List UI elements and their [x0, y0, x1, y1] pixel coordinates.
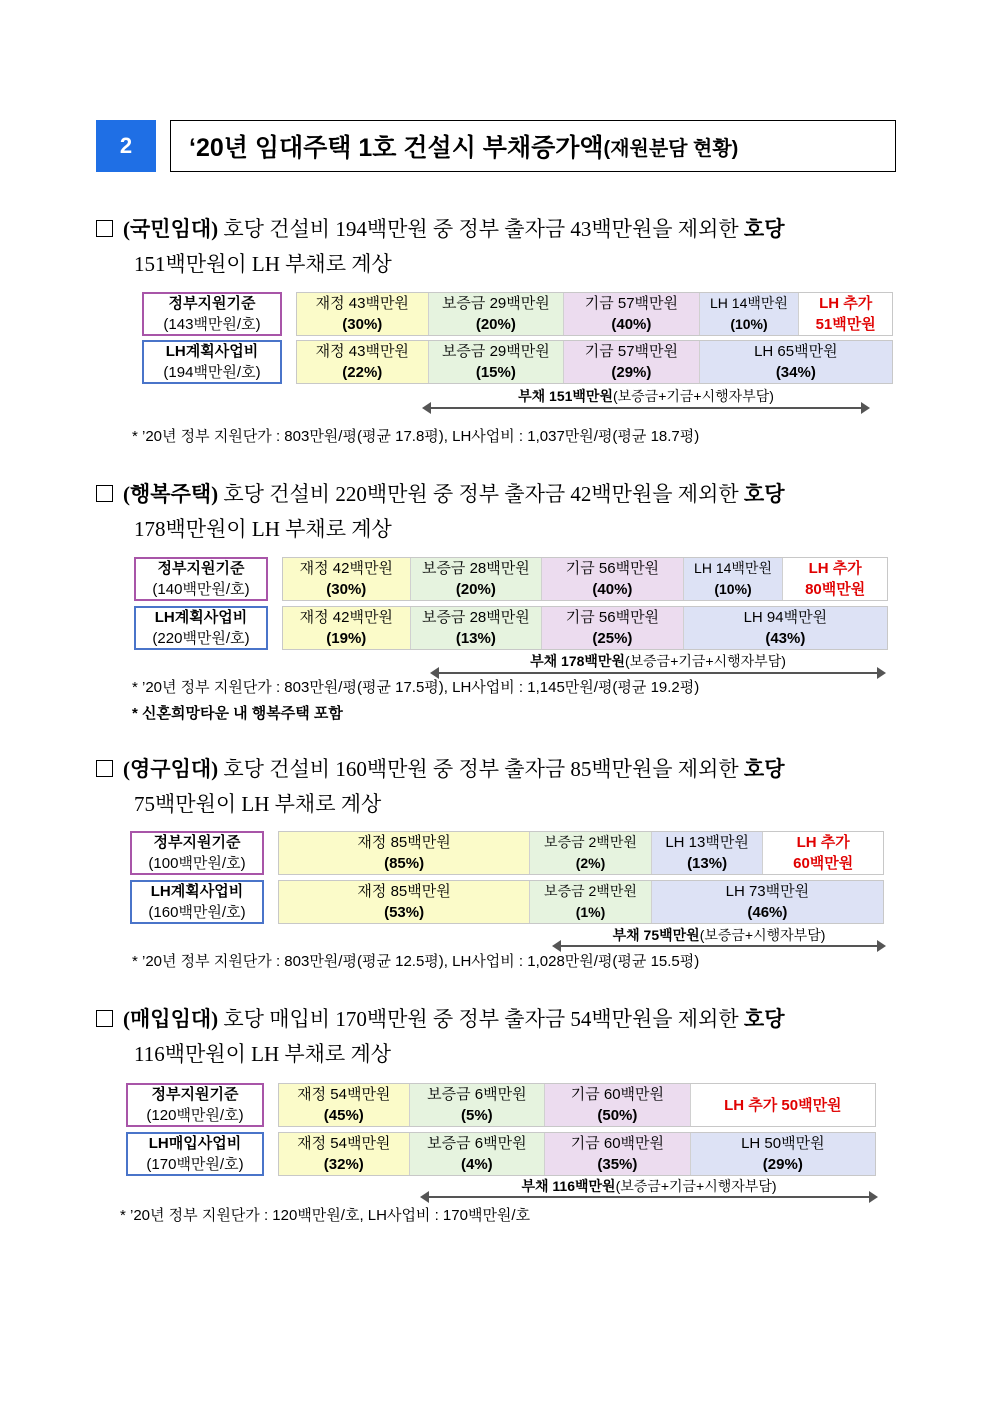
double-arrow-icon — [424, 407, 868, 409]
segment-finance: 재정 43백만원 (22%) — [297, 341, 429, 383]
gov-label — [134, 557, 268, 601]
gov-label — [130, 831, 264, 875]
segment-fund: 기금 56백만원 (40%) — [542, 558, 684, 600]
heading-bold-end: 호당 — [743, 482, 785, 506]
page-title — [170, 120, 896, 172]
debt-label: 부채 151백만원(보증금+기금+시행자부담) — [518, 388, 774, 404]
segment-fund: 기금 57백만원 (40%) — [564, 293, 700, 335]
segment-finance: 재정 42백만원 (19%) — [283, 607, 411, 649]
segment-deposit: 보증금 2백만원 (2%) — [530, 832, 652, 874]
segment-fund: 기금 60백만원 (35%) — [545, 1133, 691, 1175]
lh-label — [130, 880, 264, 924]
gov-label-title: 정부지원기준 — [153, 834, 241, 851]
heading-bold-end: 호당 — [743, 1007, 785, 1031]
lh-label — [126, 1132, 264, 1176]
segment-deposit: 보증금 28백만원 (20%) — [411, 558, 543, 600]
gov-funding-row — [296, 292, 893, 336]
heading-bold-end: 호당 — [743, 757, 785, 781]
section-heading — [96, 477, 916, 547]
gov-funding-row — [278, 1083, 876, 1127]
footnote: * ’20년 정부 지원단가 : 120백만원/호, LH사업비 : 170백만원/호 — [120, 1207, 531, 1224]
heading-line2: 178백만원이 LH 부채로 계상 — [134, 517, 392, 541]
gov-label-sub: (140백만원/호) — [152, 581, 250, 598]
lh-label-title: LH계획사업비 — [165, 343, 259, 360]
segment-fund: 기금 56백만원 (25%) — [542, 607, 684, 649]
gov-funding-row — [278, 831, 884, 875]
heading-text: 호당 건설비 194백만원 중 정부 출자금 43백만원을 제외한 — [218, 217, 744, 241]
heading-type: (매입임대) — [123, 1007, 219, 1031]
segment-fund: 기금 57백만원 (29%) — [564, 341, 700, 383]
debt-label: 부채 75백만원(보증금+시행자부담) — [612, 927, 826, 943]
section-heading — [96, 212, 916, 282]
checkbox-icon — [96, 220, 113, 237]
debt-label: 부채 178백만원(보증금+기금+시행자부담) — [530, 653, 786, 669]
segment-deposit: 보증금 6백만원 (4%) — [410, 1133, 546, 1175]
segment-lh-additional: LH 추가 60백만원 — [763, 832, 883, 874]
lh-funding-row — [296, 340, 893, 384]
segment-finance: 재정 42백만원 (30%) — [283, 558, 411, 600]
lh-label-title: LH계획사업비 — [150, 883, 244, 900]
heading-text: 호당 매입비 170백만원 중 정부 출자금 54백만원을 제외한 — [218, 1007, 744, 1031]
heading-type: (행복주택) — [123, 482, 219, 506]
heading-line2: 75백만원이 LH 부채로 계상 — [134, 792, 382, 816]
footnote-bold: * 신혼희망타운 내 행복주택 포함 — [132, 705, 343, 722]
segment-finance: 재정 85백만원 (53%) — [279, 881, 530, 923]
lh-label-sub: (194백만원/호) — [163, 364, 261, 381]
section-number-badge: 2 — [96, 120, 156, 172]
heading-text: 호당 건설비 160백만원 중 정부 출자금 85백만원을 제외한 — [218, 757, 744, 781]
footnote: * ’20년 정부 지원단가 : 803만원/평(평균 17.5평), LH사업비 : 1,145만원/평(평균 19.2평) — [132, 679, 700, 696]
heading-text: 호당 건설비 220백만원 중 정부 출자금 42백만원을 제외한 — [218, 482, 744, 506]
page-title-main: ‘20년 임대주택 1호 건설시 부채증가액 — [189, 134, 604, 162]
segment-fund: 기금 60백만원 (50%) — [545, 1084, 691, 1126]
checkbox-icon — [96, 760, 113, 777]
footnote: * ’20년 정부 지원단가 : 803만원/평(평균 17.8평), LH사업비 : 1,037만원/평(평균 18.7평) — [132, 428, 700, 445]
section-heading — [96, 1002, 916, 1072]
heading-type: (영구임대) — [123, 757, 219, 781]
segment-deposit: 보증금 29백만원 (15%) — [429, 341, 565, 383]
lh-label — [142, 340, 282, 384]
segment-finance: 재정 54백만원 (45%) — [279, 1084, 410, 1126]
checkbox-icon — [96, 485, 113, 502]
gov-label-sub: (143백만원/호) — [163, 316, 261, 333]
segment-lh: LH 14백만원 (10%) — [684, 558, 784, 600]
checkbox-icon — [96, 1010, 113, 1027]
segment-deposit: 보증금 28백만원 (13%) — [411, 607, 543, 649]
gov-label-title: 정부지원기준 — [157, 560, 245, 577]
segment-finance: 재정 85백만원 (85%) — [279, 832, 530, 874]
segment-finance: 재정 54백만원 (32%) — [279, 1133, 410, 1175]
lh-funding-row — [278, 880, 884, 924]
gov-label-title: 정부지원기준 — [151, 1086, 239, 1103]
lh-label-sub: (160백만원/호) — [148, 904, 246, 921]
segment-lh-additional: LH 추가 80백만원 — [783, 558, 887, 600]
gov-funding-row — [282, 557, 888, 601]
debt-label: 부채 116백만원(보증금+기금+시행자부담) — [521, 1178, 777, 1194]
segment-deposit: 보증금 2백만원 (1%) — [530, 881, 652, 923]
gov-label — [126, 1083, 264, 1127]
lh-label — [134, 606, 268, 650]
heading-type: (국민임대) — [123, 217, 219, 241]
lh-label-sub: (170백만원/호) — [146, 1156, 244, 1173]
lh-funding-row — [278, 1132, 876, 1176]
segment-lh: LH 65백만원 (34%) — [700, 341, 892, 383]
heading-line2: 116백만원이 LH 부채로 계상 — [134, 1042, 392, 1066]
lh-label-title: LH계획사업비 — [154, 609, 248, 626]
segment-lh: LH 50백만원 (29%) — [691, 1133, 875, 1175]
segment-lh-additional: LH 추가 50백만원 — [691, 1084, 875, 1126]
segment-lh: LH 94백만원 (43%) — [684, 607, 887, 649]
segment-lh: LH 13백만원 (13%) — [652, 832, 764, 874]
segment-finance: 재정 43백만원 (30%) — [297, 293, 429, 335]
double-arrow-icon — [554, 945, 884, 947]
segment-deposit: 보증금 6백만원 (5%) — [410, 1084, 546, 1126]
segment-lh: LH 14백만원 (10%) — [700, 293, 800, 335]
page-title-sub: (재원분담 현황) — [603, 137, 739, 160]
double-arrow-icon — [432, 672, 884, 674]
lh-funding-row — [282, 606, 888, 650]
heading-line2: 151백만원이 LH 부채로 계상 — [134, 252, 392, 276]
footnote: * ’20년 정부 지원단가 : 803만원/평(평균 12.5평), LH사업비 : 1,028만원/평(평균 15.5평) — [132, 953, 700, 970]
segment-deposit: 보증금 29백만원 (20%) — [429, 293, 565, 335]
gov-label-sub: (120백만원/호) — [146, 1107, 244, 1124]
section-heading — [96, 752, 916, 822]
double-arrow-icon — [422, 1196, 876, 1198]
lh-label-sub: (220백만원/호) — [152, 630, 250, 647]
gov-label-sub: (100백만원/호) — [148, 855, 246, 872]
gov-label — [142, 292, 282, 336]
lh-label-title: LH매입사업비 — [148, 1135, 242, 1152]
heading-bold-end: 호당 — [743, 217, 785, 241]
gov-label-title: 정부지원기준 — [168, 295, 256, 312]
segment-lh: LH 73백만원 (46%) — [652, 881, 883, 923]
segment-lh-additional: LH 추가 51백만원 — [799, 293, 892, 335]
